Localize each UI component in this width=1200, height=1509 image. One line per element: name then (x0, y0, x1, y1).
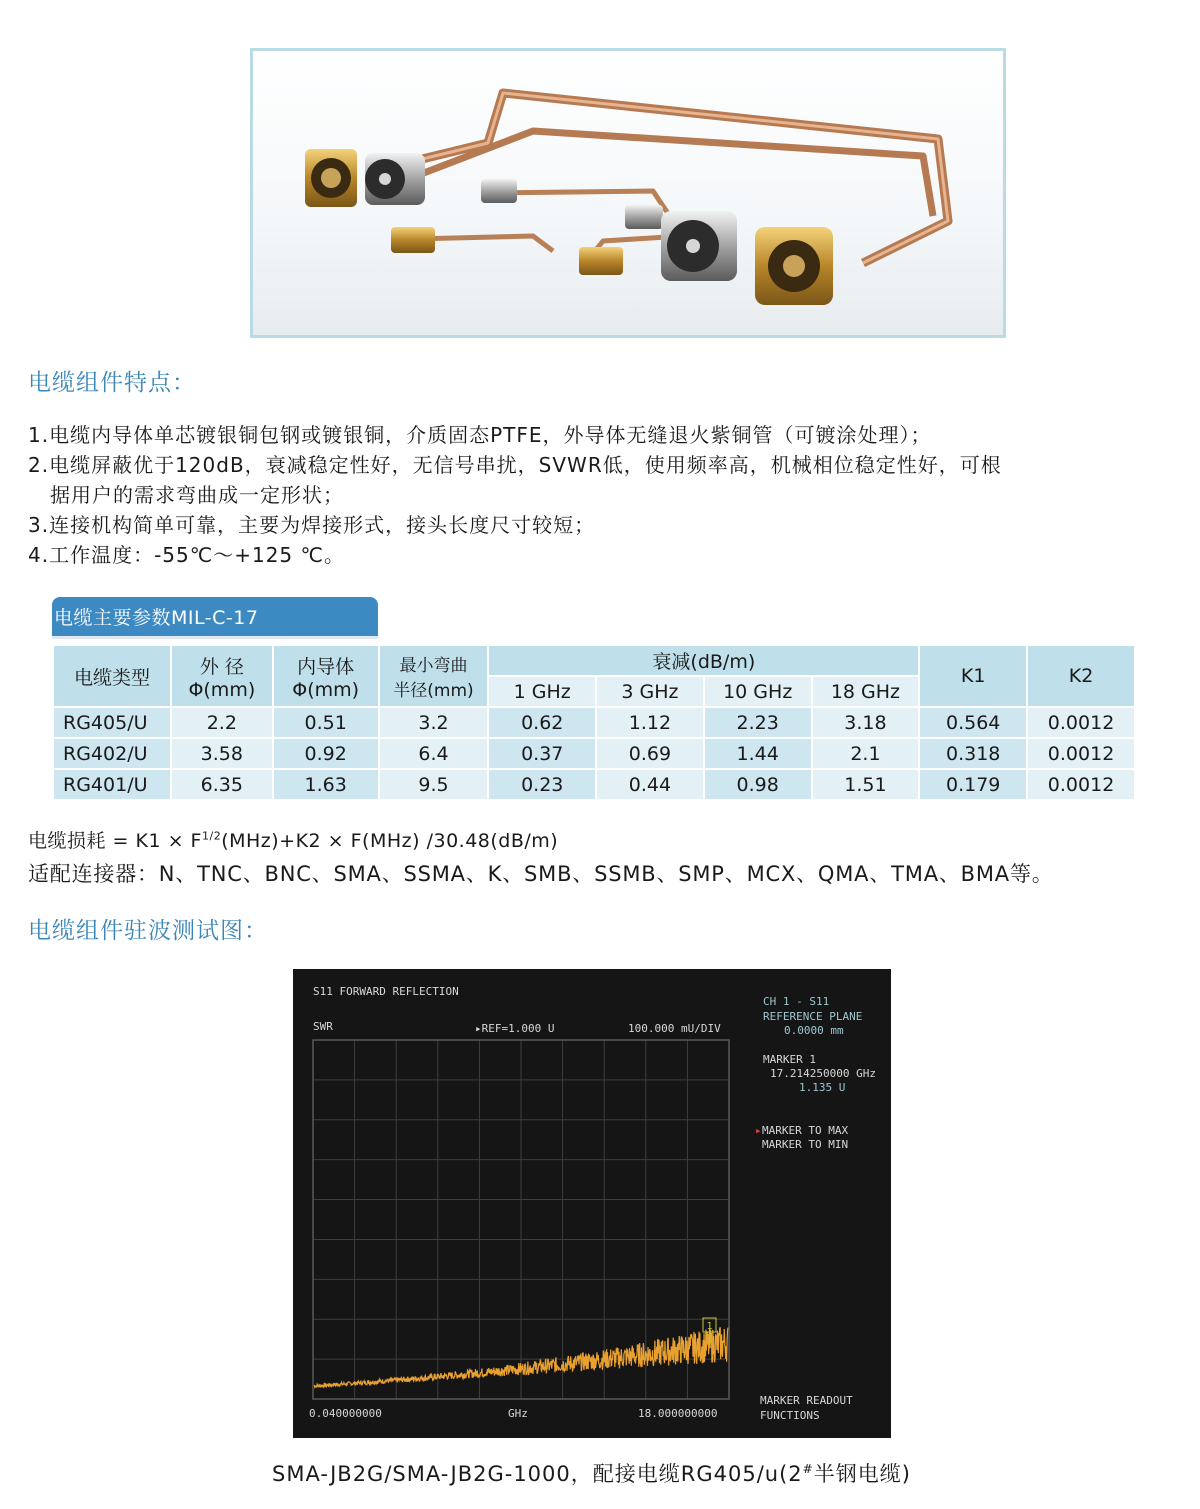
menu-marker-to-min: MARKER TO MIN (762, 1138, 849, 1151)
cell-bend: 9.5 (380, 770, 488, 799)
scale-per-div: 100.000 mU/DIV (628, 1022, 721, 1035)
vswr-analyzer-screen (293, 969, 891, 1438)
feature-item: 4.工作温度：-55℃～+125 ℃。 (28, 543, 345, 567)
compatible-connectors: 适配连接器：N、TNC、BNC、SMA、SSMA、K、SMB、SSMB、SMP、MCX、QMA、TMA、BMA等。 (28, 862, 1054, 886)
cell-od: 6.35 (172, 770, 272, 799)
readout-label-1: MARKER READOUT (760, 1394, 853, 1407)
cell-10ghz: 2.23 (705, 708, 811, 737)
marker-badge: 1 (706, 1321, 713, 1332)
caption-tail: 半钢电缆) (813, 1462, 911, 1486)
features-list (28, 420, 1178, 570)
formula-suffix: (MHz)+K2 × F(MHz) /30.48(dB/m) (221, 830, 559, 852)
header-18ghz: 18 GHz (813, 677, 919, 706)
header-bend-line1: 最小弯曲 (399, 656, 468, 676)
cell-type: RG402/U (54, 739, 170, 768)
cell-1ghz: 0.37 (489, 739, 595, 768)
loss-formula (28, 826, 558, 853)
gold-bulkhead-connector-left (305, 149, 357, 207)
marker-frequency: 17.214250000 GHz (770, 1067, 876, 1080)
x-start-freq: 0.040000000 (309, 1407, 382, 1420)
cell-18ghz: 2.1 (813, 739, 919, 768)
cell-3ghz: 0.44 (597, 770, 703, 799)
scope-title: S11 FORWARD REFLECTION (313, 985, 459, 998)
marker-label: MARKER 1 (763, 1053, 816, 1066)
n-connector-right (661, 211, 737, 281)
vswr-title: 电缆组件驻波测试图： (28, 918, 268, 944)
cell-1ghz: 0.23 (489, 770, 595, 799)
header-inner-line1: 内导体 (297, 655, 355, 678)
params-table-title: 电缆主要参数MIL-C-17 (52, 597, 378, 639)
header-inner-line2: Φ(mm) (292, 678, 360, 701)
cell-type: RG405/U (54, 708, 170, 737)
header-od-line1: 外 径 (199, 655, 244, 678)
analyzer-display (293, 969, 891, 1438)
params-table (52, 644, 1136, 801)
cell-k2: 0.0012 (1028, 770, 1134, 799)
table-header-row (54, 646, 1134, 675)
n-connector-left (365, 153, 425, 205)
cell-3ghz: 0.69 (597, 739, 703, 768)
caption-sup: # (802, 1462, 814, 1476)
readout-label-2: FUNCTIONS (760, 1409, 820, 1422)
cell-k2: 0.0012 (1028, 708, 1134, 737)
cell-inner: 0.92 (274, 739, 378, 768)
ref-plane-value: 0.0000 mm (784, 1024, 844, 1037)
header-10ghz: 10 GHz (705, 677, 811, 706)
plot-grid (313, 1040, 729, 1399)
cell-3ghz: 1.12 (597, 708, 703, 737)
header-bend-line2: 半径(mm) (393, 681, 474, 701)
feature-item: 1.电缆内导体单芯镀银铜包钢或镀银铜，介质固态PTFE，外导体无缝退火紫铜管（可镀涂处理）； (28, 423, 932, 447)
formula-prefix: 电缆损耗 = K1 × F (28, 830, 202, 852)
x-stop-freq: 18.000000000 (638, 1407, 718, 1420)
x-unit: GHz (508, 1407, 528, 1420)
features-title: 电缆组件特点： (28, 370, 196, 396)
formula-exponent: 1/2 (201, 829, 222, 843)
cell-od: 3.58 (172, 739, 272, 768)
cell-k1: 0.318 (920, 739, 1026, 768)
cell-10ghz: 1.44 (705, 739, 811, 768)
figure-caption (272, 1458, 911, 1488)
header-3ghz: 3 GHz (597, 677, 703, 706)
cell-1ghz: 0.62 (489, 708, 595, 737)
table-row (54, 770, 1134, 799)
header-outer-diameter (172, 646, 272, 706)
header-attenuation: 衰减(dB/m) (489, 646, 918, 675)
cell-k2: 0.0012 (1028, 739, 1134, 768)
cell-bend: 3.2 (380, 708, 488, 737)
feature-item: 2.电缆屏蔽优于120dB，衰减稳定性好，无信号串扰，SVWR低，使用频率高，机械相位稳定性好，可根 (28, 453, 1002, 477)
product-photo (250, 48, 1006, 338)
cell-k1: 0.179 (920, 770, 1026, 799)
menu-marker-to-max: MARKER TO MAX (762, 1124, 849, 1137)
table-row (54, 708, 1134, 737)
cell-bend: 6.4 (380, 739, 488, 768)
cell-inner: 0.51 (274, 708, 378, 737)
cell-10ghz: 0.98 (705, 770, 811, 799)
feature-item: 3.连接机构简单可靠，主要为焊接形式，接头长度尺寸较短； (28, 513, 596, 537)
header-bend-radius (380, 646, 488, 706)
menu-pointer-icon: ▸ (755, 1124, 762, 1137)
cell-type: RG401/U (54, 770, 170, 799)
cell-od: 2.2 (172, 708, 272, 737)
header-type: 电缆类型 (54, 646, 170, 706)
cell-18ghz: 1.51 (813, 770, 919, 799)
header-1ghz: 1 GHz (489, 677, 595, 706)
y-axis-label: SWR (313, 1020, 333, 1033)
cell-18ghz: 3.18 (813, 708, 919, 737)
channel-label: CH 1 - S11 (763, 995, 830, 1008)
cell-k1: 0.564 (920, 708, 1026, 737)
header-k1: K1 (920, 646, 1026, 706)
cable-assembly-illustration (253, 51, 1003, 335)
feature-item-continued: 据用户的需求弯曲成一定形状； (50, 483, 344, 507)
ref-level: ▸REF=1.000 U (475, 1022, 555, 1035)
marker-value: 1.135 U (799, 1081, 846, 1094)
table-row (54, 739, 1134, 768)
header-inner-conductor (274, 646, 378, 706)
header-od-line2: Φ(mm) (188, 678, 256, 701)
cell-inner: 1.63 (274, 770, 378, 799)
gold-bulkhead-connector-right (755, 227, 833, 305)
header-k2: K2 (1028, 646, 1134, 706)
ref-plane-label: REFERENCE PLANE (763, 1010, 863, 1023)
caption-main: SMA-JB2G/SMA-JB2G-1000，配接电缆RG405/u(2 (272, 1462, 803, 1486)
